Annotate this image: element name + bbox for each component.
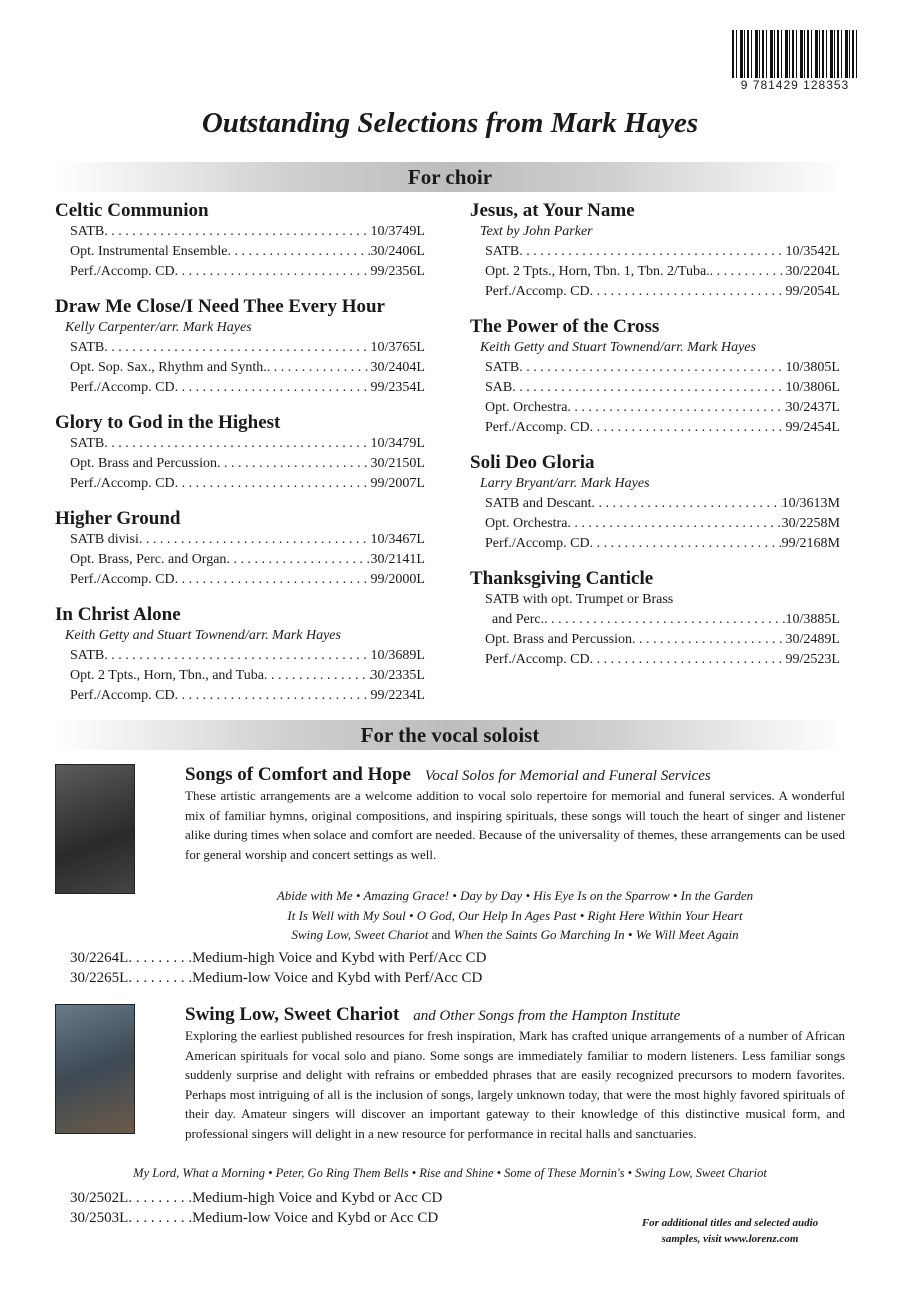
solo1-block (185, 764, 845, 864)
edition-row (470, 630, 840, 650)
solo1-description: These artistic arrangements are a welcome addition to vocal solo repertoire for memorial and funeral services. A wonderful mix of familiar hymns, original compositions, and inspiring spirituals, these songs will touch the heart of singer and listener alike during times when solace and comfort are needed. Because of the universality of themes, these arrangements can be used for general worship and concert settings as well. (185, 788, 845, 862)
dot-leader (544, 610, 785, 630)
edition-label: Opt. Orchestra (485, 516, 568, 531)
edition-label: Perf./Accomp. CD (70, 572, 175, 587)
dot-leader (590, 534, 782, 554)
edition-row (55, 550, 425, 570)
edition-label: Perf./Accomp. CD (70, 476, 175, 491)
solo1-contents-line1: Abide with Me • Amazing Grace! • Day by Day • His Eye Is on the Sparrow • In the Garden (276, 888, 754, 903)
edition-label: SATB divisi (70, 532, 139, 547)
footer-note: For additional titles and selected audio samples, visit www.lorenz.com (641, 1217, 819, 1245)
song-credit: Keith Getty and Stuart Townend/arr. Mark Hayes (480, 340, 756, 355)
edition-number: 10/3885L (785, 612, 840, 627)
song-title: Thanksgiving Canticle (470, 568, 654, 589)
dot-leader (139, 530, 371, 550)
edition-number: 10/3613M (781, 496, 840, 511)
edition-number: 99/2007L (370, 476, 425, 491)
edition-number: 30/2437L (785, 400, 840, 415)
solo1-title: Songs of Comfort and Hope (185, 764, 411, 785)
dot-leader (175, 378, 371, 398)
song-listing (55, 296, 425, 398)
song-title: Soli Deo Gloria (470, 452, 595, 473)
solo2-block (185, 1004, 845, 1143)
edition-row (55, 262, 425, 282)
edition-number: 30/2489L (785, 632, 840, 647)
edition-label: SATB (70, 648, 105, 663)
edition-row (470, 650, 840, 670)
edition-label: SATB (70, 340, 105, 355)
edition-label: Opt. Instrumental Ensemble (70, 244, 228, 259)
edition-number: 10/3765L (370, 340, 425, 355)
edition-label: Opt. Orchestra (485, 400, 568, 415)
song-credit: Larry Bryant/arr. Mark Hayes (480, 476, 650, 491)
edition-label: SAB (485, 380, 513, 395)
dot-leader (567, 514, 781, 534)
solo1-contents-line2: It Is Well with My Soul • O God, Our Help In Ages Past • Right Here Within Your Heart (287, 907, 743, 923)
song-listing (470, 452, 840, 554)
solo1-heading (185, 764, 845, 786)
dot-leader (104, 222, 370, 242)
dot-leader (227, 242, 370, 262)
dot-leader (175, 474, 371, 494)
choir-left-column (55, 200, 425, 720)
swing-low-cover-image (55, 1004, 135, 1134)
edition-number: 10/3805L (785, 360, 840, 375)
song-title: Glory to God in the Highest (55, 412, 281, 433)
dot-leader (175, 686, 371, 706)
edition-label: SATB (485, 360, 520, 375)
song-title: Draw Me Close/I Need Thee Every Hour (55, 296, 385, 317)
edition-row (470, 494, 840, 514)
edition-label: Perf./Accomp. CD (70, 688, 175, 703)
edition-number: 99/2168M (781, 536, 840, 551)
edition-label: Opt. 2 Tpts., Horn, Tbn. 1, Tbn. 2/Tuba. (485, 264, 710, 279)
dot-leader (710, 262, 786, 282)
song-title: Jesus, at Your Name (470, 200, 635, 221)
edition-row: 30/2265L . . . . . . . . . Medium-low Voice and Kybd with Perf/Acc CD (70, 970, 483, 986)
edition-label: Opt. 2 Tpts., Horn, Tbn., and Tuba (70, 668, 264, 683)
solo2-contents: My Lord, What a Morning • Peter, Go Ring Them Bells • Rise and Shine • Some of These Mornin's • Swing Low, Sweet Chariot (133, 1166, 767, 1180)
dot-leader (104, 646, 370, 666)
song-credit: Keith Getty and Stuart Townend/arr. Mark Hayes (65, 628, 341, 643)
solo1-contents (185, 886, 845, 945)
edition-number: 30/2141L (370, 552, 425, 567)
edition-row (55, 242, 425, 262)
solo2-subtitle: and Other Songs from the Hampton Institute (413, 1008, 681, 1024)
dot-leader (104, 338, 370, 358)
song-listing (55, 412, 425, 494)
edition-label: Opt. Brass and Percussion (485, 632, 632, 647)
dot-leader (175, 262, 371, 282)
choir-right-column (470, 200, 840, 684)
edition-label: Opt. Brass, Perc. and Organ (70, 552, 227, 567)
edition-row (55, 338, 425, 358)
dot-leader (592, 494, 782, 514)
edition-number: 99/2000L (370, 572, 425, 587)
dot-leader (175, 570, 371, 590)
edition-row (55, 474, 425, 494)
edition-label: Perf./Accomp. CD (485, 652, 590, 667)
dot-leader (226, 550, 370, 570)
solo2-description: Exploring the earliest published resources for fresh inspiration, Mark has crafted unique arrangements of a number of African American spirituals for vocal solo and piano. Some songs are immediately familiar to modern listeners. Less familiar songs suddenly surprise and delight with refrains or embedded phrases that are easily recognized precursors to modern favorites. Perhaps most intriguing of all is the inclusion of songs, largely unknown today, that were the most highly favored spirituals of their day. Amateur singers will discover an important gateway to their knowledge of this distinctive musical form, and professional singers will delight in a new resource for performance in recital halls and sanctuaries. (185, 1028, 845, 1141)
edition-label: Opt. Sop. Sax., Rhythm and Synth. (70, 360, 267, 375)
edition-number: 99/2356L (370, 264, 425, 279)
edition-row (470, 514, 840, 534)
edition-label: and Perc. (492, 612, 545, 627)
edition-row (470, 242, 840, 262)
edition-label-line: SATB with opt. Trumpet or Brass (485, 592, 674, 607)
barcode-bars (732, 30, 858, 78)
edition-row (55, 666, 425, 686)
edition-number: 10/3689L (370, 648, 425, 663)
edition-number: 10/3806L (785, 380, 840, 395)
songs-of-comfort-cover-image (55, 764, 135, 894)
dot-leader (104, 434, 370, 454)
edition-number: 99/2054L (785, 284, 840, 299)
song-listing (470, 200, 840, 302)
edition-row (55, 434, 425, 454)
edition-row (55, 530, 425, 550)
edition-label: SATB and Descant (485, 496, 592, 511)
edition-row (470, 534, 840, 554)
dot-leader (217, 454, 371, 474)
soloist-section-header: For the vocal soloist (55, 720, 845, 750)
dot-leader (590, 418, 786, 438)
edition-number: 10/3479L (370, 436, 425, 451)
dot-leader (567, 398, 785, 418)
edition-number: 30/2258M (781, 516, 840, 531)
edition-label: Perf./Accomp. CD (70, 264, 175, 279)
dot-leader (519, 242, 785, 262)
solo1-contents-line3: Swing Low, Sweet Chariot and When the Saints Go Marching In • We Will Meet Again (291, 927, 739, 942)
dot-leader (590, 282, 786, 302)
edition-row (55, 454, 425, 474)
edition-label: SATB (485, 244, 520, 259)
edition-row (470, 358, 840, 378)
edition-label: SATB (70, 224, 105, 239)
edition-number: 10/3467L (370, 532, 425, 547)
edition-row: 30/2502L . . . . . . . . . Medium-high Voice and Kybd or Acc CD (70, 1190, 443, 1206)
barcode-digits: 9 781429 128353 (740, 78, 850, 92)
dot-leader (632, 630, 786, 650)
edition-row (55, 686, 425, 706)
dot-leader (267, 358, 371, 378)
edition-number: 30/2404L (370, 360, 425, 375)
song-credit: Kelly Carpenter/arr. Mark Hayes (65, 320, 252, 335)
choir-section-header: For choir (55, 162, 845, 192)
edition-number: 10/3542L (785, 244, 840, 259)
edition-row: 30/2264L . . . . . . . . . Medium-high Voice and Kybd with Perf/Acc CD (70, 950, 487, 966)
song-credit: Text by John Parker (480, 224, 593, 239)
edition-label: Perf./Accomp. CD (485, 536, 590, 551)
edition-label: SATB (70, 436, 105, 451)
edition-row (55, 646, 425, 666)
song-listing (470, 568, 840, 670)
solo1-subtitle: Vocal Solos for Memorial and Funeral Services (424, 768, 711, 784)
edition-number: 30/2335L (370, 668, 425, 683)
edition-number: 99/2234L (370, 688, 425, 703)
dot-leader (590, 650, 786, 670)
edition-number: 99/2454L (785, 420, 840, 435)
edition-number: 99/2354L (370, 380, 425, 395)
edition-row (55, 570, 425, 590)
song-title: Higher Ground (55, 508, 181, 529)
edition-number: 10/3749L (370, 224, 425, 239)
edition-label: Perf./Accomp. CD (485, 284, 590, 299)
solo2-editions (70, 1188, 442, 1228)
edition-row (470, 610, 840, 630)
edition-row (55, 358, 425, 378)
dot-leader (264, 666, 371, 686)
edition-row (55, 222, 425, 242)
song-title: In Christ Alone (55, 604, 181, 625)
edition-label: Perf./Accomp. CD (70, 380, 175, 395)
barcode (730, 30, 860, 92)
edition-row (470, 262, 840, 282)
edition-number: 30/2204L (785, 264, 840, 279)
edition-row (470, 418, 840, 438)
song-listing (55, 604, 425, 706)
page-title: Outstanding Selections from Mark Hayes (201, 107, 699, 139)
edition-row: 30/2503L . . . . . . . . . Medium-low Voice and Kybd or Acc CD (70, 1210, 439, 1226)
song-title: The Power of the Cross (470, 316, 660, 337)
solo2-title: Swing Low, Sweet Chariot (185, 1004, 400, 1025)
song-listing (470, 316, 840, 438)
solo2-heading (185, 1004, 845, 1026)
song-listing (55, 508, 425, 590)
edition-number: 30/2150L (370, 456, 425, 471)
song-title: Celtic Communion (55, 200, 209, 221)
solo1-editions (70, 948, 487, 988)
edition-number: 30/2406L (370, 244, 425, 259)
edition-row (55, 378, 425, 398)
edition-label: Perf./Accomp. CD (485, 420, 590, 435)
edition-row (470, 282, 840, 302)
dot-leader (512, 378, 785, 398)
edition-number: 99/2523L (785, 652, 840, 667)
edition-label: Opt. Brass and Percussion (70, 456, 217, 471)
edition-row (470, 398, 840, 418)
dot-leader (519, 358, 785, 378)
song-listing (55, 200, 425, 282)
edition-row (470, 378, 840, 398)
